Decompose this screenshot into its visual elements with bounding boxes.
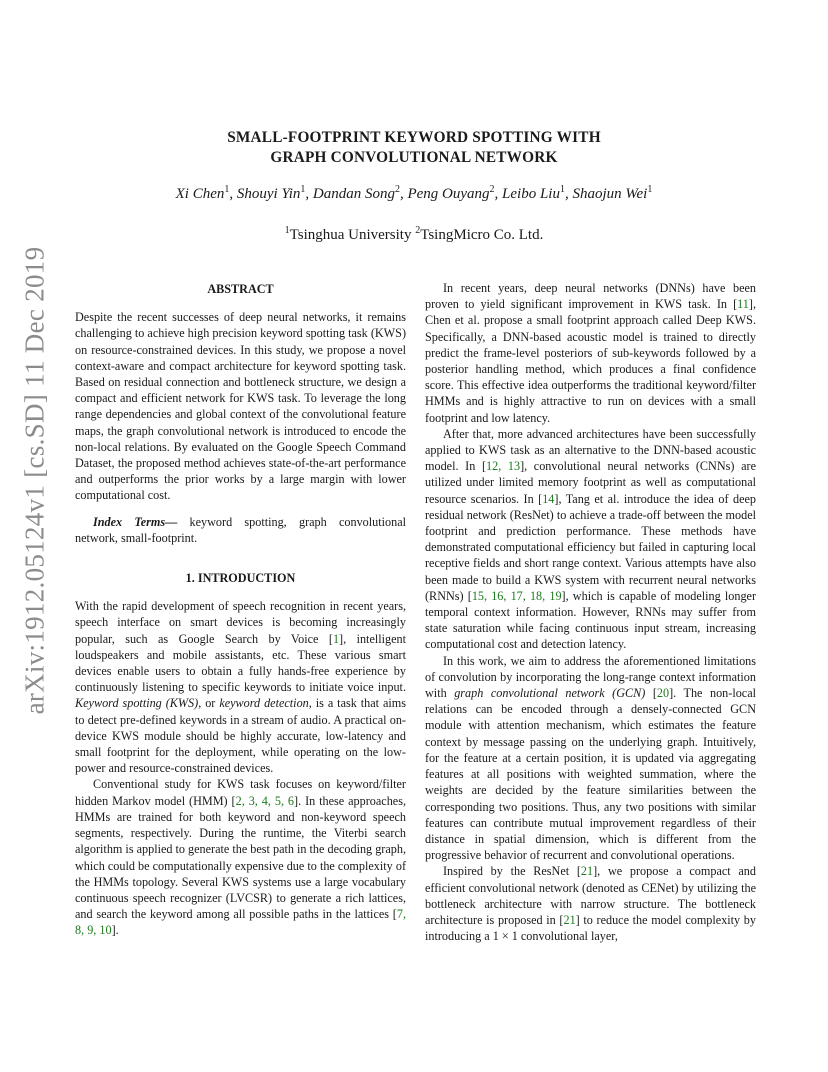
intro-paragraph-2: Conventional study for KWS task focuses on keyword/filter hidden Markov model (HMM) [2, 3, 4, 5, 6]. In these approaches, HMMs are trained for both keyword and non-keyword speech segments, respectively. During the runtime, the Viterbi search algorithm is applied to generate the best path in the decoding graph, which could be computationally expensive due to the complexity of the HMMs topology. Several KWS systems use a large vocabulary continuous speech recognizer (LVCSR) to generate a rich lattices, and search the keyword among all possible paths in the lattices [7, 8, 9, 10].: [75, 777, 406, 938]
author: Peng Ouyang$^2$,: [407, 184, 503, 202]
title-line-2: GRAPH CONVOLUTIONAL NETWORK: [270, 149, 558, 166]
citation-link[interactable]: 20: [656, 686, 670, 701]
citation-link[interactable]: 7, 8, 9, 10: [75, 907, 406, 938]
citation-link[interactable]: 1: [332, 631, 340, 646]
citation-link[interactable]: 15, 16, 17, 18, 19: [471, 588, 562, 603]
intro-paragraph-1: With the rapid development of speech recognition in recent years, speech interface on smart devices is becoming increasingly popular, such as Google Search by Voice [1], intelligent loudspeakers and mobile assistants, etc. These various smart devices enable users to obtain a fully hands-free experience by continuously listening to specific keywords to initiate voice input. Keyword spotting (KWS), or keyword detection, is a task that aims to detect pre-defined keywords in a stream of audio. A practical on-device KWS module should be highly accurate, low-latency and small footprint for the deployment, while operating on the low-power and resource-constrained devices.: [75, 599, 406, 776]
right-column: [425, 280, 756, 944]
abstract-text: Despite the recent successes of deep neural networks, it remains challenging to achieve high precision keyword spotting task (KWS) on resource-constrained devices. In this study, we propose a novel context-aware and compact architecture for keyword spotting task. Based on residual connection and bottleneck structure, we design a compact and efficient network for KWS task. To leverage the long range dependencies and global context of the convolutional feature maps, the graph convolutional network is introduced to encode the non-local relations. By evaluated on the Google Speech Command Dataset, the proposed method achieves state-of-the-art performance and outperforms the prior works by a large margin with lower computational cost.: [75, 310, 407, 503]
author: Shouyi Yin$^1$,: [236, 184, 313, 202]
citation-link[interactable]: 11: [737, 297, 749, 312]
title-line-1: SMALL-FOOTPRINT KEYWORD SPOTTING WITH: [227, 129, 601, 146]
author: Dandan Song$^2$,: [312, 184, 408, 202]
intro-paragraph-5: In this work, we aim to address the aforementioned limitations of convolution by incorporating the long-range context information with graph convolutional network (GCN) [20]. The non-local relations can be encoded through a densely-connected GCN module with attention mechanism, which estimates the feature context by message passing on the underlying graph. Intuitively, for the feature at a certain position, it is updated via aggregating features at all positions with weighted summation, where the weights are decided by the feature similarities between the corresponding two positions. Thus, any two positions with similar features can contribute mutual improvement regardless of their distance in spatial dimension, which is different from the progressive behavior of recurrent and convolutional operations.: [425, 653, 757, 863]
arxiv-stamp-text: arXiv:1912.05124v1 [cs.SD] 11 Dec 2019: [19, 246, 50, 714]
intro-paragraph-4: After that, more advanced architectures have been successfully applied to KWS task as an alternative to the DNN-based acoustic model. In [12, 13], convolutional neural networks (CNNs) are utilized under limited memory footprint as well as computational resource scenarios. In [14], Tang et al. introduce the idea of deep residual network (ResNet) to achieve a trade-off between the model footprint and prediction performance. These methods have demonstrated computational efficiency but failed in capturing local receptive fields and short range context. Various attempts have also been made to build a KWS system with recurrent neural networks (RNNs) [15, 16, 17, 18, 19], which is capable of modeling longer temporal context information. However, RNNs may suffer from state saturation while facing continuous input stream, increasing computational cost and detection latency.: [425, 426, 757, 652]
author: Shaojun Wei$^1$: [572, 184, 653, 202]
author: Leibo Liu$^1$,: [502, 184, 573, 202]
intro-paragraph-6: Inspired by the ResNet [21], we propose a compact and efficient convolutional network (denoted as CENet) by utilizing the bottleneck architecture with narrow structure. The bottleneck architecture is proposed in [21] to reduce the model complexity by introducing a 1 × 1 convolutional layer,: [425, 864, 756, 944]
citation-link[interactable]: 14: [542, 491, 555, 506]
intro-heading: 1. INTRODUCTION: [185, 571, 296, 586]
intro-paragraph-3: In recent years, deep neural networks (DNNs) have been proven to yield significant improvement in KWS task. In [11], Chen et al. propose a small footprint approach called Deep KWS. Specifically, a DNN-based acoustic model is trained to directly predict the frame-level posteriors of sub-keywords followed by a posterior handling method, which produces a final confidence score. This effective idea outperforms the traditional keyword/filter HMMs and is highly attractive to run on devices with a small footprint and low latency.: [425, 281, 756, 425]
citation-link[interactable]: 21: [580, 864, 594, 879]
affiliations: $^1$Tsinghua University $^2$TsingMicro Co. Ltd.: [284, 225, 544, 243]
abstract-heading: ABSTRACT: [207, 282, 274, 296]
author: Xi Chen$^1$,: [175, 184, 237, 202]
paper-title: [0, 128, 828, 168]
citation-link[interactable]: 2, 3, 4, 5, 6: [235, 793, 295, 808]
index-terms: Index Terms— keyword spotting, graph convolutional network, small-footprint.: [75, 514, 406, 545]
arxiv-stamp: [10, 246, 60, 714]
left-column: [75, 281, 406, 939]
citation-link[interactable]: 21: [563, 912, 576, 927]
citation-link[interactable]: 12, 13: [486, 459, 521, 474]
author-list: [0, 184, 828, 204]
